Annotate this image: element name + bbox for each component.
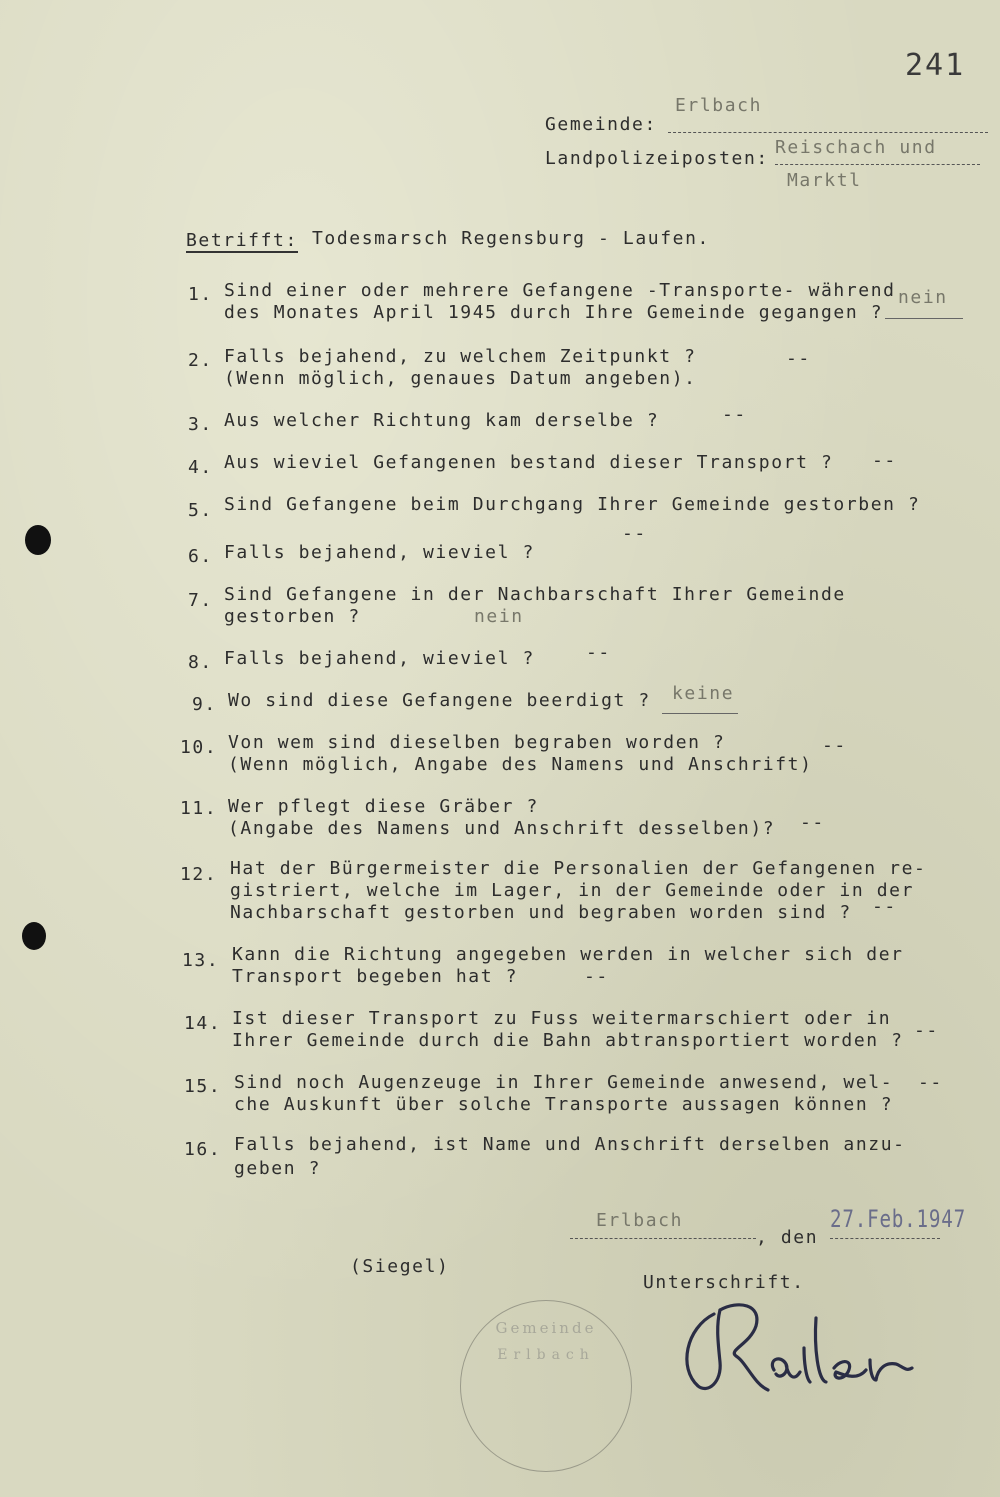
question-line: Falls bejahend, zu welchem Zeitpunkt ? (224, 346, 697, 367)
question-number: 12. (180, 864, 218, 885)
place-line (570, 1238, 756, 1239)
answer-text: -- (800, 812, 825, 833)
question-line: Sind noch Augenzeuge in Ihrer Gemeinde anwesend, wel- (234, 1072, 894, 1093)
question-line: (Wenn möglich, genaues Datum angeben). (224, 368, 697, 389)
question-number: 16. (184, 1139, 222, 1160)
question-line: Ist dieser Transport zu Fuss weitermarschiert oder in (232, 1008, 892, 1029)
question-line: geben ? (234, 1158, 322, 1179)
page-number: 241 (905, 48, 966, 83)
answer-text: -- (786, 348, 811, 369)
question-line: Sind einer oder mehrere Gefangene -Transporte- während (224, 280, 896, 301)
question-line: Aus welcher Richtung kam derselbe ? (224, 410, 660, 431)
question-line: Von wem sind dieselben begraben worden ? (228, 732, 726, 753)
question-number: 10. (180, 737, 218, 758)
polizei-label: Landpolizeiposten: (545, 148, 769, 169)
question-number: 2. (188, 350, 213, 371)
question-line: Wer pflegt diese Gräber ? (228, 796, 539, 817)
question-line: Falls bejahend, ist Name und Anschrift derselben anzu- (234, 1134, 906, 1155)
question-line: Nachbarschaft gestorben und begraben worden sind ? (230, 902, 852, 923)
gemeinde-value: Erlbach (675, 95, 763, 116)
question-line: Hat der Bürgermeister die Personalien der Gefangenen re- (230, 858, 927, 879)
handwritten-signature (676, 1298, 926, 1408)
question-number: 14. (184, 1013, 222, 1034)
seal-label: (Siegel) (350, 1256, 450, 1277)
date-line (830, 1238, 940, 1239)
question-number: 8. (188, 652, 213, 673)
municipal-seal (460, 1300, 632, 1472)
question-line: che Auskunft über solche Transporte aussagen können ? (234, 1094, 894, 1115)
answer-underline (662, 713, 738, 714)
punch-hole-bottom (22, 922, 46, 950)
question-line: gistriert, welche im Lager, in der Gemeinde oder in der (230, 880, 915, 901)
seal-text-middle: Erlbach (497, 1347, 595, 1363)
date-label: , den (756, 1227, 819, 1248)
answer-text: -- (586, 642, 611, 663)
subject-text: Todesmarsch Regensburg - Laufen. (312, 228, 710, 249)
answer-text: -- (872, 450, 897, 471)
gemeinde-line (668, 132, 988, 133)
subject-label: Betrifft: (186, 230, 298, 251)
answer-text: -- (584, 966, 609, 987)
question-number: 13. (182, 950, 220, 971)
question-line: des Monates April 1945 durch Ihre Gemeinde gegangen ? (224, 302, 884, 323)
gemeinde-label: Gemeinde: (545, 114, 657, 135)
date-stamp: 27.Feb.1947 (830, 1205, 966, 1233)
answer-text: -- (918, 1072, 943, 1093)
answer-text: -- (872, 896, 897, 917)
question-number: 5. (188, 500, 213, 521)
answer-text: -- (914, 1020, 939, 1041)
polizei-value-1: Reischach und (775, 137, 937, 158)
question-number: 3. (188, 414, 213, 435)
question-line: Aus wieviel Gefangenen bestand dieser Transport ? (224, 452, 834, 473)
question-number: 15. (184, 1076, 222, 1097)
question-line: gestorben ? (224, 606, 361, 627)
question-number: 7. (188, 590, 213, 611)
seal-text-top: Gemeinde (495, 1319, 597, 1337)
answer-underline (885, 318, 963, 319)
signature-label: Unterschrift. (643, 1272, 805, 1293)
question-line: Falls bejahend, wieviel ? (224, 648, 535, 669)
question-line: Ihrer Gemeinde durch die Bahn abtransportiert worden ? (232, 1030, 904, 1051)
question-line: (Angabe des Namens und Anschrift desselben)? (228, 818, 776, 839)
question-line: (Wenn möglich, Angabe des Namens und Anschrift) (228, 754, 813, 775)
question-number: 4. (188, 457, 213, 478)
answer-text: -- (822, 735, 847, 756)
place-name: Erlbach (596, 1210, 684, 1231)
question-number: 9. (192, 694, 217, 715)
answer-text: -- (722, 404, 747, 425)
question-line: Transport begeben hat ? (232, 966, 519, 987)
punch-hole-top (25, 525, 51, 555)
polizei-value-2: Marktl (787, 170, 862, 191)
answer-text: nein (474, 606, 524, 627)
question-number: 11. (180, 798, 218, 819)
question-line: Sind Gefangene in der Nachbarschaft Ihrer Gemeinde (224, 584, 846, 605)
question-number: 1. (188, 284, 213, 305)
answer-text: nein (898, 287, 948, 308)
answer-text: -- (622, 523, 647, 544)
question-line: Sind Gefangene beim Durchgang Ihrer Gemeinde gestorben ? (224, 494, 921, 515)
question-line: Falls bejahend, wieviel ? (224, 542, 535, 563)
question-number: 6. (188, 546, 213, 567)
polizei-line (775, 164, 980, 165)
question-line: Kann die Richtung angegeben werden in welcher sich der (232, 944, 904, 965)
answer-text: keine (672, 683, 735, 704)
question-line: Wo sind diese Gefangene beerdigt ? (228, 690, 651, 711)
